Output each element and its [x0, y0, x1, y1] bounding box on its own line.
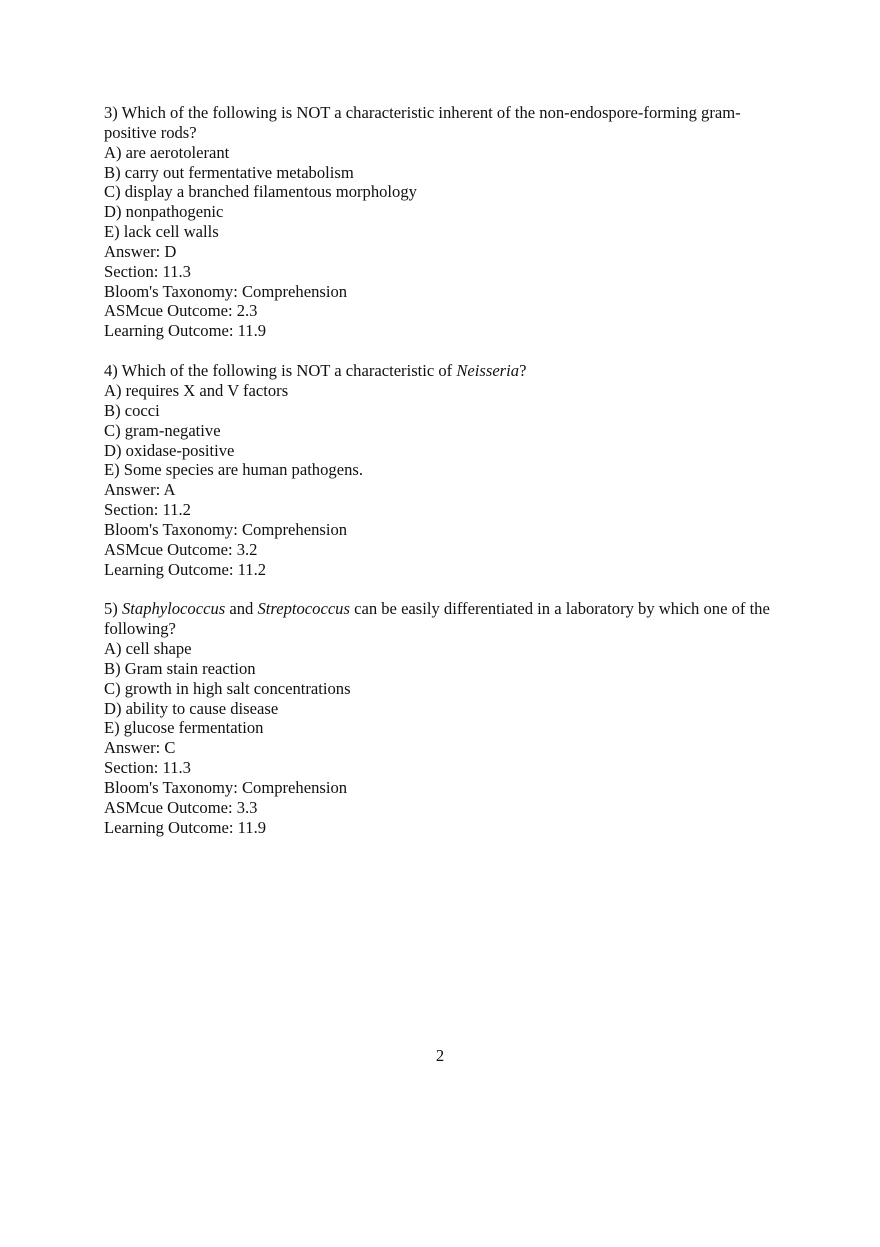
answer: Answer: C: [104, 738, 176, 758]
option-b: B) carry out fermentative metabolism: [104, 162, 354, 182]
learning-outcome: Learning Outcome: 11.9: [104, 817, 267, 837]
option-c: C) display a branched filamentous morphology: [104, 182, 417, 202]
answer: Answer: A: [104, 480, 176, 500]
stem-text: 3) Which of the following is NOT a characteristic inherent of the non-endospore-forming gram-positive rods?: [104, 103, 741, 142]
stem-text: and: [225, 599, 258, 619]
option-c: C) growth in high salt concentrations: [104, 678, 351, 698]
bloom-taxonomy: Bloom's Taxonomy: Comprehension: [104, 778, 348, 797]
option-d: D) ability to cause disease: [104, 698, 279, 718]
option-a: A) cell shape: [104, 639, 192, 659]
question-5: [104, 599, 784, 837]
stem-text: 5): [104, 599, 122, 619]
question-list: [104, 103, 784, 858]
option-c: C) gram-negative: [104, 420, 221, 440]
stem-text: can be easily differentiated in a laboratory by which one of the following?: [104, 599, 770, 639]
asmcue-outcome: ASMcue Outcome: 3.3: [104, 797, 258, 817]
bloom-taxonomy: Bloom's Taxonomy: Comprehension: [104, 281, 348, 301]
learning-outcome: Learning Outcome: 11.9: [104, 321, 267, 341]
stem-italic-term: Staphylococcus: [121, 599, 226, 619]
question-stem: [104, 599, 784, 639]
option-e: E) Some species are human pathogens.: [104, 460, 363, 480]
option-b: B) Gram stain reaction: [104, 658, 256, 678]
stem-italic-term: Neisseria: [456, 361, 520, 381]
section: Section: 11.3: [104, 261, 191, 281]
bloom-taxonomy: Bloom's Taxonomy: Comprehension: [104, 519, 348, 539]
page-number: 2: [435, 1046, 445, 1065]
option-e: E) lack cell walls: [104, 222, 219, 242]
option-a: A) requires X and V factors: [104, 380, 289, 400]
stem-text: 4) Which of the following is NOT a characteristic of: [104, 361, 457, 381]
question-3: [104, 103, 784, 341]
question-4: [104, 361, 784, 579]
question-stem: [104, 361, 784, 381]
section: Section: 11.3: [104, 758, 191, 778]
option-b: B) cocci: [104, 400, 160, 420]
asmcue-outcome: ASMcue Outcome: 3.2: [104, 539, 258, 559]
asmcue-outcome: ASMcue Outcome: 2.3: [104, 301, 258, 321]
option-a: A) are aerotolerant: [104, 142, 230, 162]
question-stem: [104, 103, 784, 143]
answer: Answer: D: [104, 241, 177, 261]
learning-outcome: Learning Outcome: 11.2: [104, 559, 267, 579]
stem-italic-term: Streptococcus: [257, 599, 350, 619]
option-e: E) glucose fermentation: [104, 718, 264, 738]
section: Section: 11.2: [104, 500, 191, 520]
option-d: D) oxidase-positive: [104, 440, 235, 460]
option-d: D) nonpathogenic: [104, 202, 224, 222]
stem-text: ?: [519, 361, 527, 381]
